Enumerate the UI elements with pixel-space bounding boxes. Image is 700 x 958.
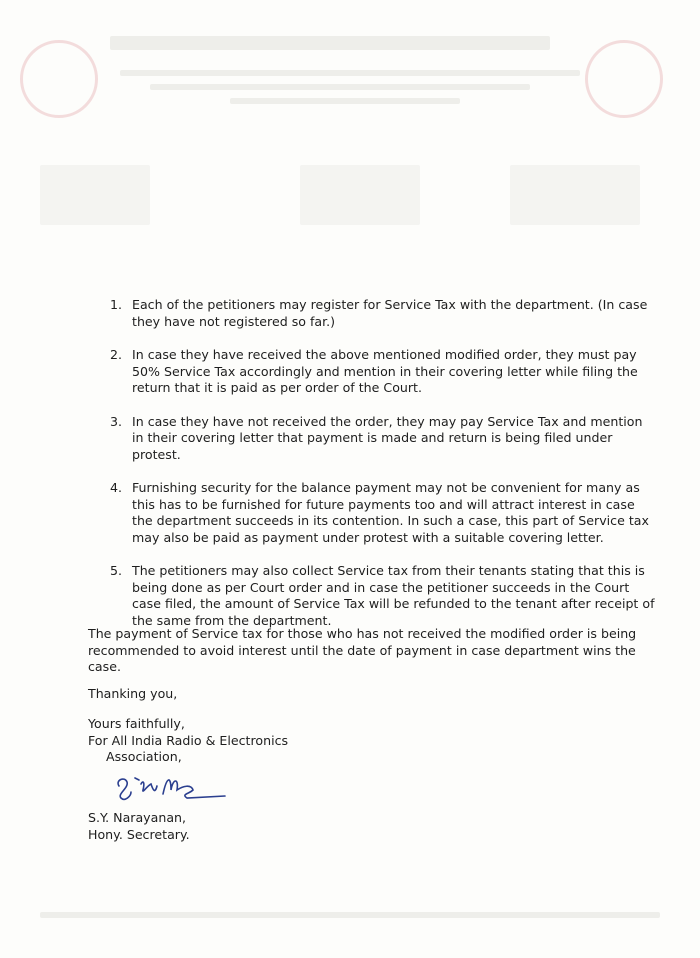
list-item (110, 347, 655, 397)
signatory-name: S.Y. Narayanan, (88, 810, 187, 825)
complimentary-close: Yours faithfully, (88, 716, 185, 731)
handwritten-signature (113, 772, 233, 808)
list-item-number: 4. (110, 480, 123, 495)
organisation-line: For All India Radio & Electronics (88, 732, 289, 748)
list-item-number: 3. (110, 413, 123, 429)
list-item (110, 563, 655, 629)
organisation-line-continued: Association, (106, 749, 182, 764)
list-item-text: In case they have not received the order, they may pay Service Tax and mention in their covering letter that payment is made and return is being filed under protest. (132, 413, 643, 462)
list-item-text: In case they have received the above mentioned modified order, they must pay 50% Service Tax accordingly and mention in their covering letter while filing the return that it is paid as per order of the Court. (132, 347, 638, 395)
signatory-block (88, 810, 190, 843)
list-item (110, 414, 655, 464)
bleed-through-header-line-1 (110, 36, 550, 50)
list-item (110, 480, 655, 546)
list-item-number: 2. (110, 347, 123, 362)
bleed-through-block-mid (300, 165, 420, 225)
list-item-number: 5. (110, 563, 123, 578)
bleed-through-block-left (40, 165, 150, 225)
bleed-through-header-line-3 (150, 84, 530, 90)
list-item-text: The petitioners may also collect Service tax from their tenants stating that this is being done as per Court order and in case the petitioner succeeds in the Court case filed, the amount of Service Tax will be refunded to the tenant after receipt of the same from the department. (132, 563, 655, 628)
list-item-text: Each of the petitioners may register for Service Tax with the department. (In case they have not registered so far.) (132, 297, 648, 329)
bleed-through-block-right (510, 165, 640, 225)
bleed-through-footer-line (40, 912, 660, 918)
signatory-title: Hony. Secretary. (88, 826, 190, 842)
list-item-text: Furnishing security for the balance payment may not be convenient for many as this has to be furnished for future payments too and will attract interest in case the department succeeds in its contention. In such a case, this part of Service tax may also be paid as payment under protest with a suitable covering letter. (132, 480, 649, 545)
list-item-number: 1. (110, 297, 123, 312)
complimentary-close-block (88, 716, 288, 766)
bleed-through-seal-left (20, 40, 98, 118)
closing-paragraph: The payment of Service tax for those who has not received the modified order is being recommended to avoid interest until the date of payment in case department wins the case. (88, 626, 637, 674)
numbered-recommendations-list (110, 297, 655, 629)
bleed-through-header-line-2 (120, 70, 580, 76)
bleed-through-header-line-4 (230, 98, 460, 104)
thanks-line: Thanking you, (88, 686, 178, 701)
list-item (110, 297, 655, 330)
bleed-through-seal-right (585, 40, 663, 118)
